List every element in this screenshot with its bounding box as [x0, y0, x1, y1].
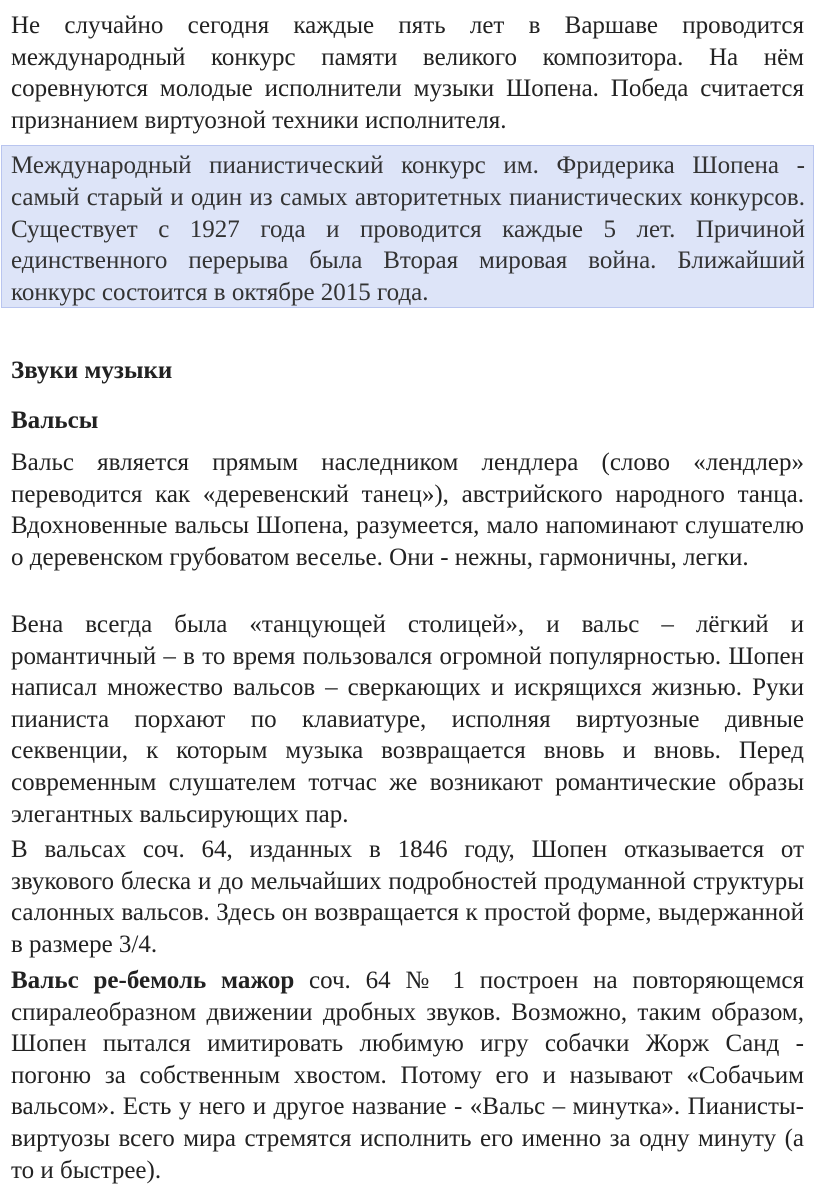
callout-text: Международный пианистический конкурс им. Фридерика Шопена - самый старый и один из самых авторитетных пианистических конкурсов. Существует с 1927 года и проводится каждые 5 лет. Причиной единственного перерыва была Вторая мировая война. Ближайший конкурс состоится в октябре 2015 года. — [11, 152, 805, 307]
section-title: Звуки музыки — [11, 357, 173, 384]
paragraph-op64: В вальсах соч. 64, изданных в 1846 году, Шопен отказывается от звукового блеска и до мельчайших подробностей продуманной структуры салонных вальсов. Здесь он возвращается к простой форме, выдержанной в размере 3/4. — [11, 836, 804, 958]
paragraph-minute-waltz — [11, 965, 804, 1186]
paragraph-minute-waltz-rest: соч. 64 № 1 построен на повторяющемся спиралеобразном движении дробных звуков. Возможно, таким образом, Шопен пытался имитировать любимую игру собачки Жорж Санд - погоню за собственным хвостом. Потому его и называют «Собачьим вальсом». Есть у него и другое название - «Вальс – минутка». Пианисты-виртуозы всего мира стремятся исполнить его именно за одну минуту (а то и быстрее). — [11, 967, 804, 1184]
section-subtitle: Вальсы — [11, 407, 99, 434]
intro-paragraph: Не случайно сегодня каждые пять лет в Варшаве проводится международный конкурс памяти великого композитора. На нём соревнуются молодые исполнители музыки Шопена. Победа считается признанием виртуозной техники исполнителя. — [11, 12, 804, 134]
paragraph-waltz-origin: Вальс является прямым наследником лендлера (слово «лендлер» переводится как «деревенский танец»), австрийского народного танца. Вдохновенные вальсы Шопена, разумеется, мало напоминают слушателю о деревенском грубоватом веселье. Они - нежны, гармоничны, легки. — [11, 449, 804, 571]
paragraph-vienna: Вена всегда была «танцующей столицей», и вальс – лёгкий и романтичный – в то время пользовался огромной популярностью. Шопен написал множество вальсов – сверкающих и искрящихся жизнью. Руки пианиста порхают по клавиатуре, исполняя виртуозные дивные секвенции, к которым музыка возвращается вновь и вновь. Перед современным слушателем тотчас же возникают романтические образы элегантных вальсирующих пар. — [11, 611, 804, 828]
paragraph-minute-waltz-bold: Вальс ре-бемоль мажор — [11, 967, 295, 994]
callout-box — [1, 145, 814, 308]
